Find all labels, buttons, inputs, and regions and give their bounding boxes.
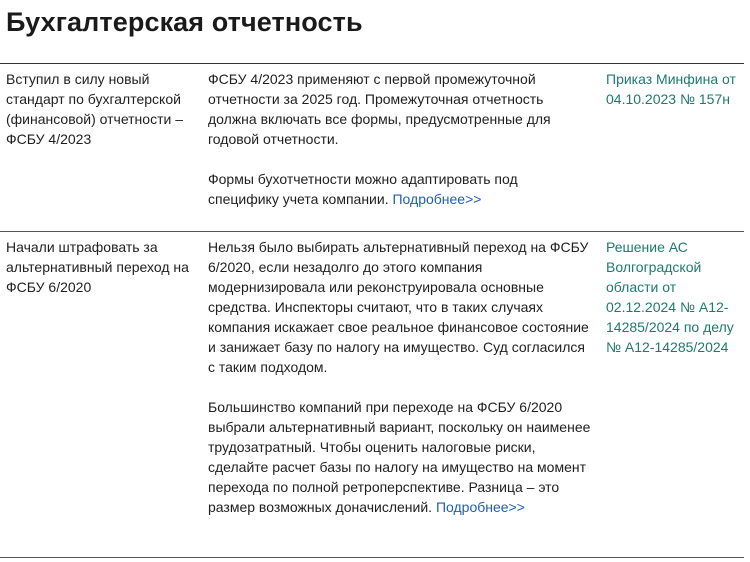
row-2-description [208,237,592,517]
row-2-paragraph-2 [208,397,592,517]
row-2-source-link[interactable]: Решение АС Волгоградской области от 02.12.2024 № А12-14285/2024 по делу № А12-14285/2024 [606,239,734,355]
row-1-topic: Вступил в силу новый стандарт по бухгалтерской (финансовой) отчетности – ФСБУ 4/2023 [6,71,183,147]
row-2-topic: Начали штрафовать за альтернативный переход на ФСБУ 6/2020 [6,239,189,295]
row-2-more-link[interactable]: Подробнее>> [435,499,525,515]
row-1-paragraph-2-text: Формы бухотчетности можно адаптировать под специфику учета компании. [208,171,518,207]
table-bottom-divider [0,557,744,558]
row-1-paragraph-1: ФСБУ 4/2023 применяют с первой промежуточной отчетности за 2025 год. Промежуточная отчетность должна включать все формы, предусмотренные для годовой отчетности. [208,71,551,147]
row-1-description [208,69,592,209]
row-1-paragraph-2 [208,169,592,209]
row-1-more-link[interactable]: Подробнее>> [392,191,482,207]
row-divider [0,231,744,232]
page-title: Бухгалтерская отчетность [6,7,363,37]
row-1-source-link[interactable]: Приказ Минфина от 04.10.2023 № 157н [606,71,736,107]
table-top-divider [0,63,744,64]
row-1-source [606,69,744,109]
row-2-paragraph-2-text: Большинство компаний при переходе на ФСБУ 6/2020 выбрали альтернативный вариант, поскольку он наименее трудозатратный. Чтобы оценить налоговые риски, сделайте расчет базы по налогу на имущество на момент перехода по полной ретроперспективе. Разница – это размер возможных доначислений. [208,399,591,515]
row-2-source [606,237,744,357]
row-2-paragraph-1: Нельзя было выбирать альтернативный переход на ФСБУ 6/2020, если незадолго до этого компания модернизировала или реконструировала основные средства. Инспекторы считают, что в таких случаях компания искажает свое реальное финансовое состояние и занижает базу по налогу на имущество. Суд согласился с таким подходом. [208,239,589,375]
